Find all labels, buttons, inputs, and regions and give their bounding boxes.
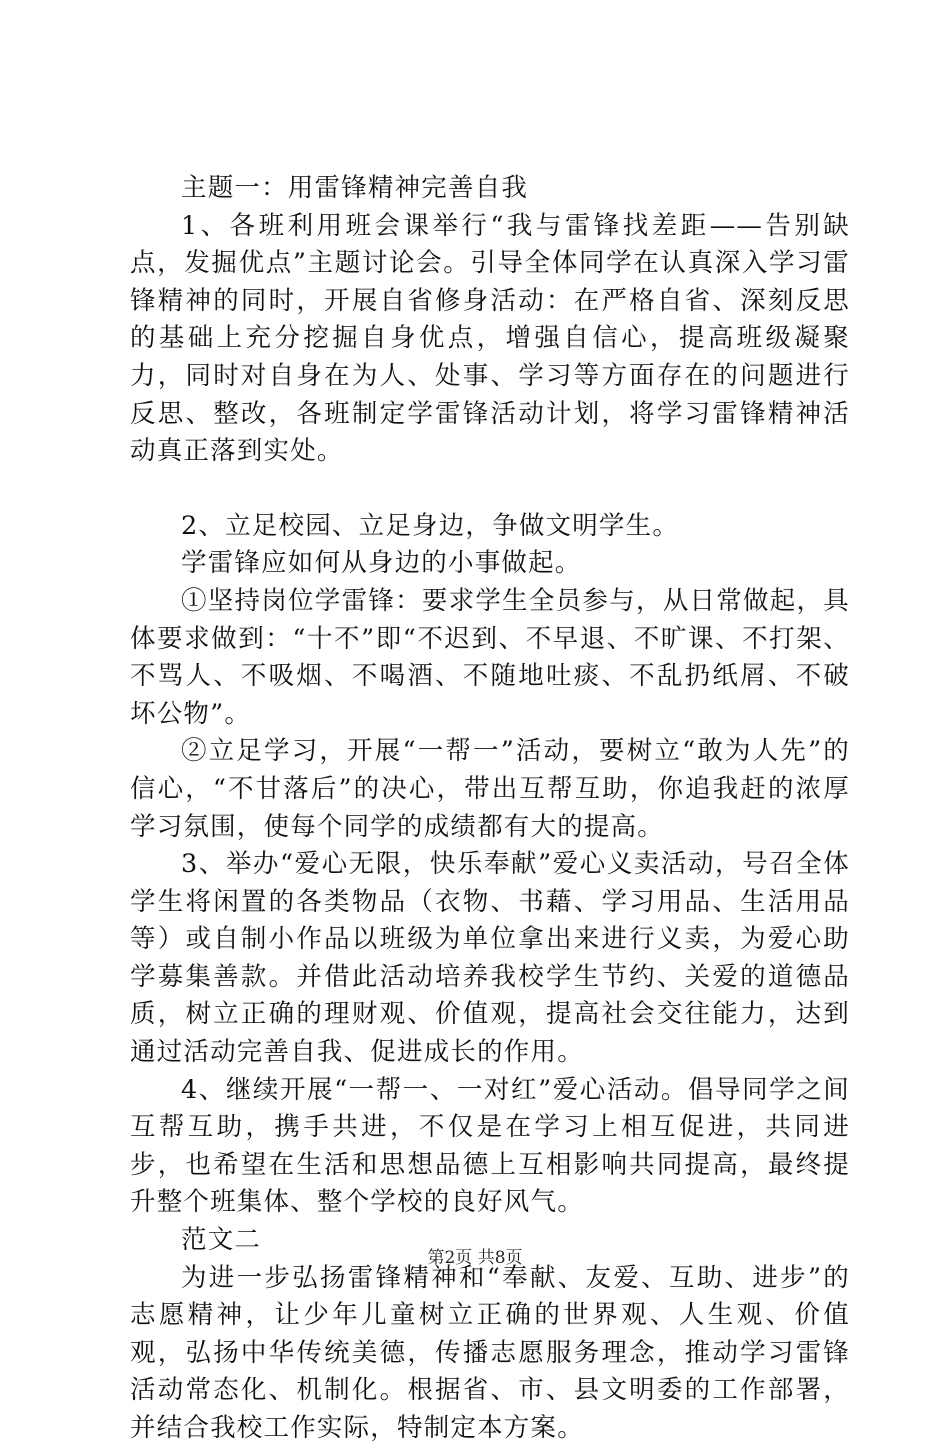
paragraph-sample-two-intro: 为进一步弘扬雷锋精神和“奉献、友爱、互助、进步”的志愿精神，让少年儿童树立正确的世界观、人生观、价值观，弘扬中华传统美德，传播志愿服务理念，推动学习雷锋活动常态化、机制化。根据省、市、县文明委的工作部署，并结合我校工作实际，特制定本方案。 (130, 1262, 850, 1443)
page-number-footer: 第2页 共8页 (427, 1248, 523, 1268)
section-heading-sample-two: 范文二 (181, 1225, 262, 1256)
paragraph-item-4: 4、继续开展“一帮一、一对红”爱心活动。倡导同学之间互帮互助，携手共进，不仅是在学习上相互促进，共同进步，也希望在生活和思想品德上互相影响共同提高，最终提升整个班集体、整个学校的良好风气。 (130, 1074, 850, 1218)
paragraph-lead: 学雷锋应如何从身边的小事做起。 (181, 548, 582, 579)
paragraph-point-1: ①坚持岗位学雷锋：要求学生全员参与，从日常做起，具体要求做到：“十不”即“不迟到、不早退、不旷课、不打架、不骂人、不吸烟、不喝酒、不随地吐痰、不乱扔纸屑、不破坏公物”。 (130, 585, 850, 729)
section-heading-theme-one: 主题一：用雷锋精神完善自我 (181, 173, 529, 203)
paragraph-item-1: 1、各班利用班会课举行“我与雷锋找差距——告别缺点，发掘优点”主题讨论会。引导全体同学在认真深入学习雷锋精神的同时，开展自省修身活动：在严格自省、深刻反思的基础上充分挖掘自身优点，增强自信心，提高班级凝聚力，同时对自身在为人、处事、学习等方面存在的问题进行反思、整改，各班制定学雷锋活动计划，将学习雷锋精神活动真正落到实处。 (130, 210, 850, 467)
paragraph-item-2: 2、立足校园、立足身边，争做文明学生。 (181, 510, 680, 541)
paragraph-point-2: ②立足学习，开展“一帮一”活动，要树立“敢为人先”的信心，“不甘落后”的决心，带出互帮互助，你追我赶的浓厚学习氛围，使每个同学的成绩都有大的提高。 (130, 736, 850, 842)
paragraph-item-3: 3、举办“爱心无限，快乐奉献”爱心义卖活动，号召全体学生将闲置的各类物品（衣物、书藉、学习用品、生活用品等）或自制小作品以班级为单位拿出来进行义卖，为爱心助学募集善款。并借此活动培养我校学生节约、关爱的道德品质，树立正确的理财观、价值观，提高社会交往能力，达到通过活动完善自我、促进成长的作用。 (130, 849, 850, 1068)
